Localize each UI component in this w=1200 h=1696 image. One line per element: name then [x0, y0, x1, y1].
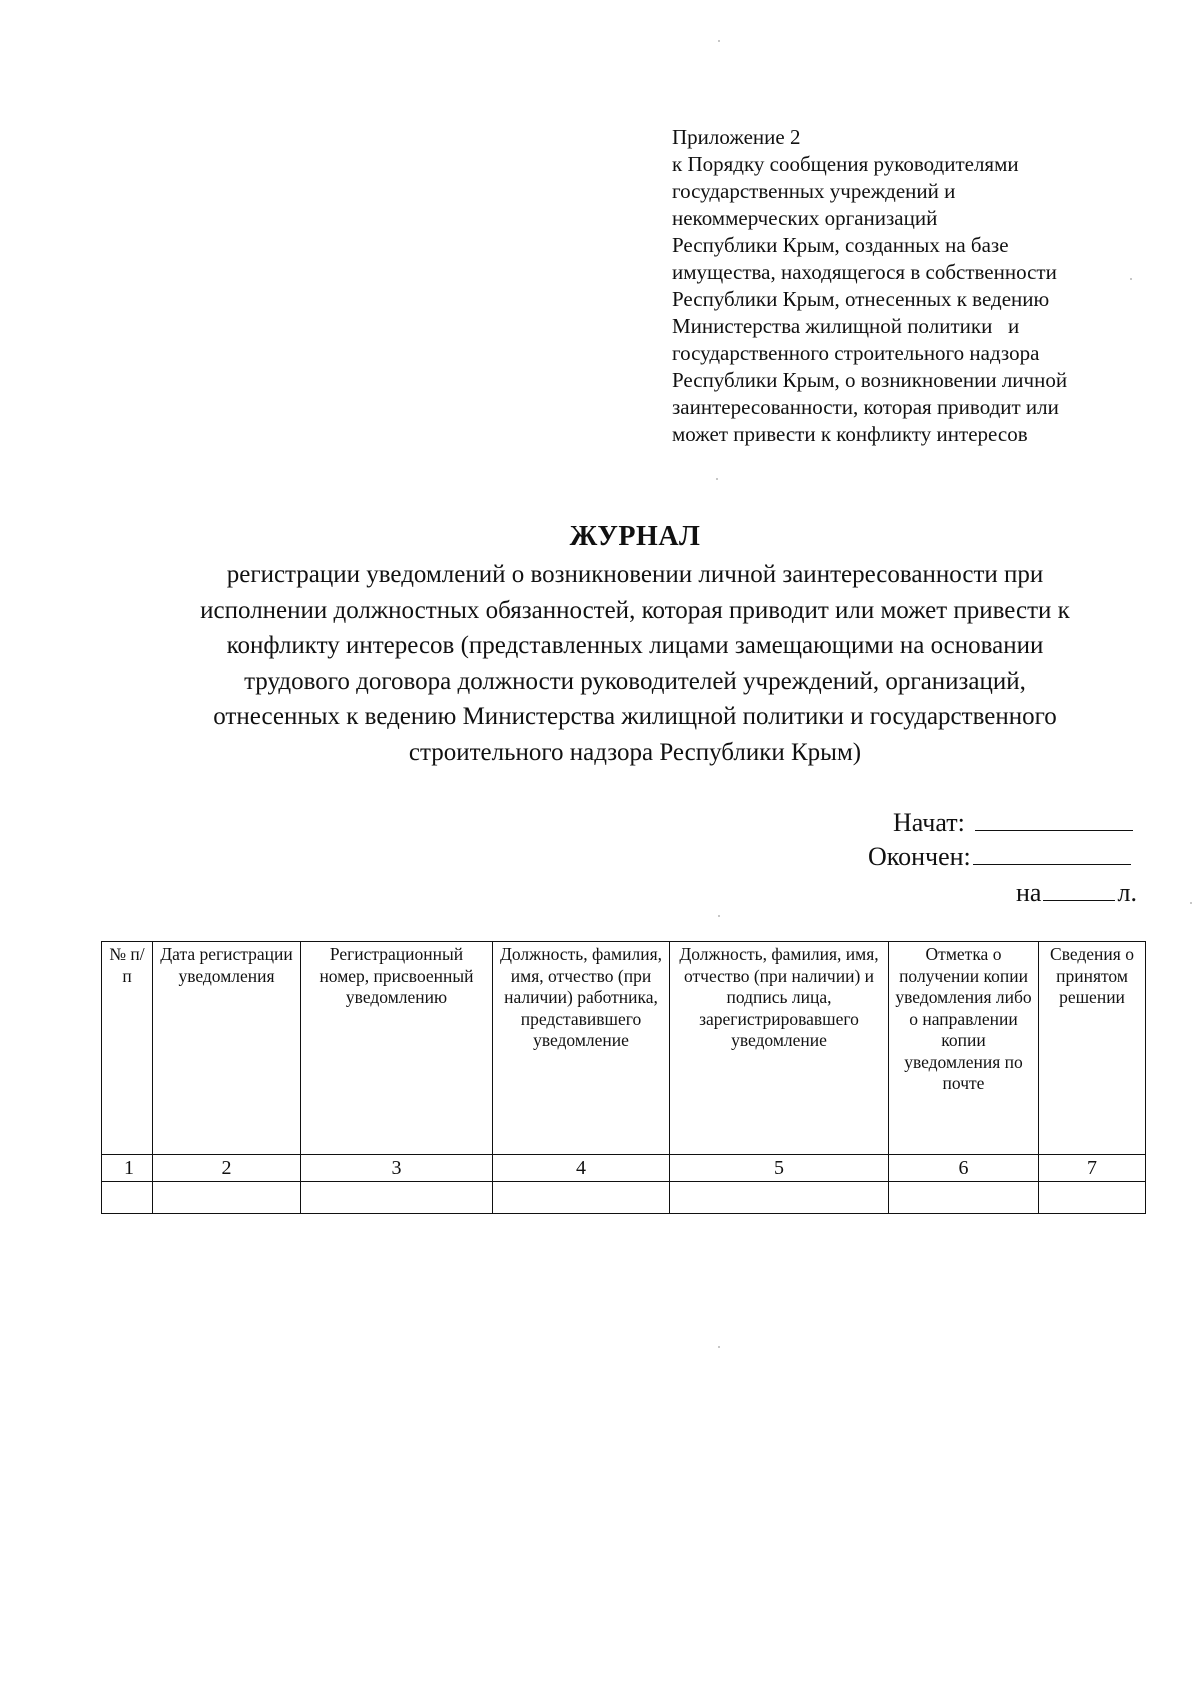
appendix-line: имущества, находящегося в собственности	[672, 260, 1057, 284]
scan-speck	[1190, 902, 1192, 904]
column-number: 2	[153, 1155, 301, 1182]
scan-speck	[718, 915, 720, 917]
subtitle-line: строительного надзора Республики Крым)	[408, 738, 862, 766]
column-number: 5	[670, 1155, 889, 1182]
journal-table	[101, 941, 1146, 1214]
appendix-line: государственных учреждений и	[672, 179, 956, 203]
appendix-line: заинтересованности, которая приводит или	[672, 395, 1059, 419]
document-title: ЖУРНАЛ	[569, 521, 701, 552]
scan-speck	[1130, 278, 1132, 280]
appendix-line: Республики Крым, отнесенных к ведению	[672, 287, 1050, 311]
appendix-line: может привести к конфликту интересов	[672, 422, 1028, 446]
appendix-line: к Порядку сообщения руководителями	[672, 152, 1019, 176]
column-number: 7	[1039, 1155, 1146, 1182]
table-cell[interactable]	[102, 1182, 153, 1214]
header-registration-number: Регистрационный номер, присвоенный уведомлению	[301, 942, 493, 1155]
sheets-suffix: л.	[1117, 878, 1137, 907]
table-cell[interactable]	[889, 1182, 1039, 1214]
started-field	[893, 806, 1133, 838]
table-cell[interactable]	[493, 1182, 670, 1214]
column-number: 3	[301, 1155, 493, 1182]
appendix-block	[672, 124, 1142, 448]
finished-field	[868, 840, 1131, 872]
subtitle-line: регистрации уведомлений о возникновении личной заинтересованности при	[226, 561, 1044, 588]
table-cell[interactable]	[301, 1182, 493, 1214]
subtitle-line: отнесенных к ведению Министерства жилищной политики и государственного	[213, 703, 1057, 730]
header-registration-date: Дата регистрации уведомления	[153, 942, 301, 1155]
table-row	[102, 1182, 1146, 1214]
header-registrar: Должность, фамилия, имя, отчество (при наличии) и подпись лица, зарегистрировавшего уведомление	[670, 942, 889, 1155]
table-cell[interactable]	[1039, 1182, 1146, 1214]
table-cell[interactable]	[670, 1182, 889, 1214]
subtitle-line: конфликту интересов (представленных лицами замещающими на основании	[226, 632, 1044, 659]
document-subtitle	[100, 557, 1170, 770]
table-header-row	[102, 942, 1146, 1155]
column-number: 1	[102, 1155, 153, 1182]
subtitle-line: трудового договора должности руководителей учреждений, организаций,	[244, 667, 1026, 695]
sheets-blank-line[interactable]	[1043, 878, 1115, 901]
column-number-row	[102, 1155, 1146, 1182]
sheets-count-field	[1016, 878, 1137, 908]
appendix-line: Республики Крым, созданных на базе	[672, 233, 1009, 257]
column-number: 4	[493, 1155, 670, 1182]
started-blank-line[interactable]	[975, 806, 1133, 831]
header-decision: Сведения о принятом решении	[1039, 942, 1146, 1155]
scan-speck	[716, 478, 718, 480]
appendix-line: некоммерческих организаций	[672, 206, 938, 230]
finished-label: Окончен:	[868, 842, 971, 871]
scan-speck	[718, 1346, 720, 1348]
appendix-line: Приложение 2	[672, 125, 801, 149]
scan-speck	[718, 40, 720, 42]
table-cell[interactable]	[153, 1182, 301, 1214]
header-copy-mark: Отметка о получении копии уведомления либо о направлении копии уведомления по почте	[889, 942, 1039, 1155]
header-employee: Должность, фамилия, имя, отчество (при наличии) работника, представившего уведомление	[493, 942, 670, 1155]
appendix-line: Республики Крым, о возникновении личной	[672, 368, 1068, 392]
sheets-prefix: на	[1016, 878, 1042, 907]
header-number: № п/п	[102, 942, 153, 1155]
appendix-line: Министерства жилищной политики и	[672, 314, 1020, 338]
started-label: Начат:	[893, 808, 965, 837]
finished-blank-line[interactable]	[973, 840, 1131, 865]
appendix-line: государственного строительного надзора	[672, 341, 1040, 365]
subtitle-line: исполнении должностных обязанностей, которая приводит или может привести к	[200, 596, 1070, 624]
column-number: 6	[889, 1155, 1039, 1182]
